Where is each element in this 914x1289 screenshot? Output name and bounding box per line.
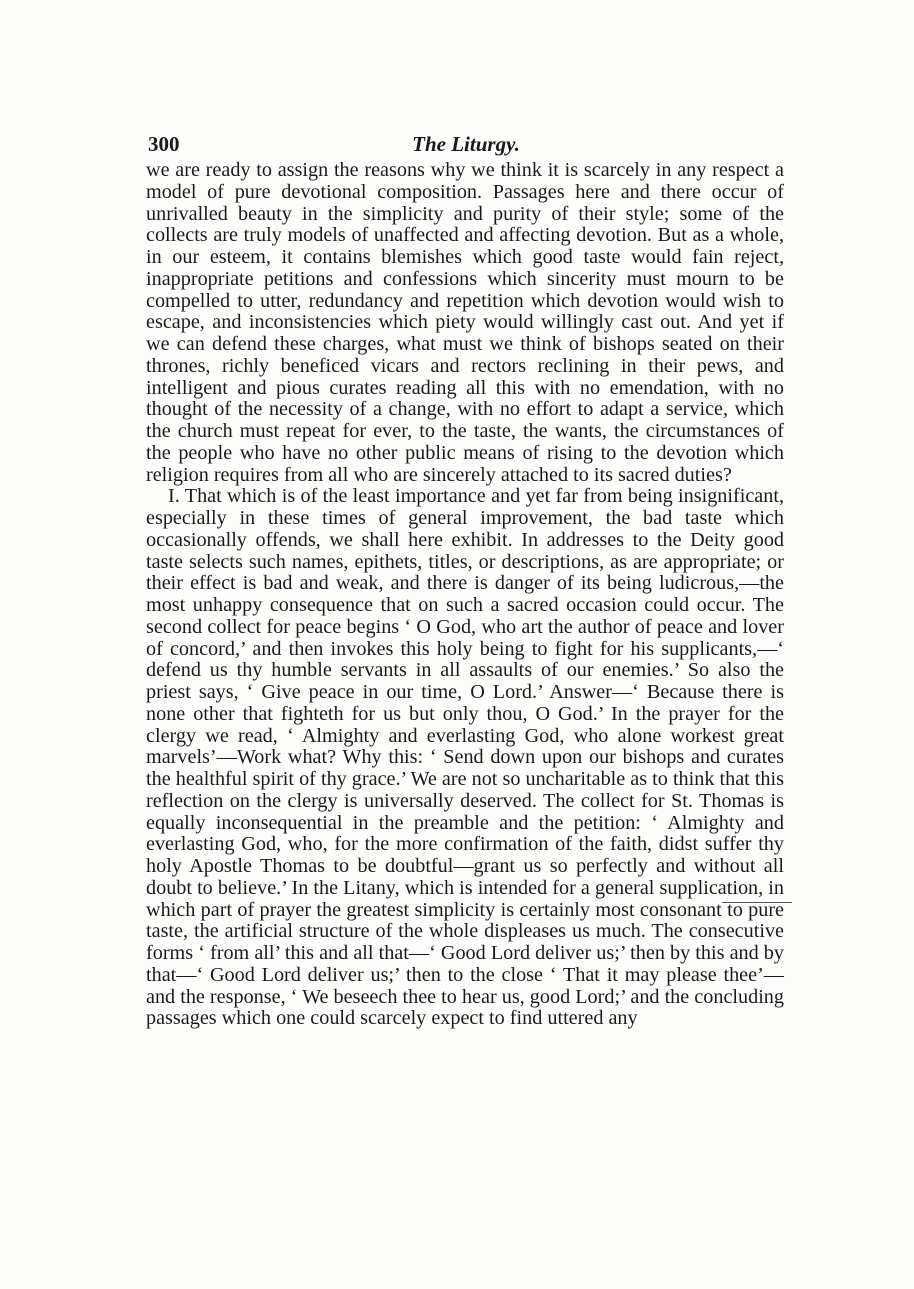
footnote-rule — [722, 902, 792, 903]
page-number: 300 — [148, 132, 180, 156]
running-head — [148, 132, 784, 162]
paragraph-section-one: I. That which is of the least importance and yet far from being insignificant, especially in these times of general improvement, the bad taste which occasionally offends, we shall here exhibit. In addresses to the Deity good taste selects such names, epithets, titles, or descriptions, as are appropriate; or their effect is bad and weak, and there is danger of its being ludicrous,—the most unhappy consequence that on such a sacred occasion could occur. The second collect for peace begins ‘ O God, who art the author of peace and lover of concord,’ and then invokes this holy being to fight for his supplicants,—‘ defend us thy humble servants in all assaults of our enemies.’ So also the priest says, ‘ Give peace in our time, O Lord.’ Answer—‘ Because there is none other that fighteth for us but only thou, O God.’ In the prayer for the clergy we read, ‘ Almighty and everlasting God, who alone workest great marvels’—Work what? Why this: ‘ Send down upon our bishops and curates the healthful spirit of thy grace.’ We are not so uncharitable as to think that this reflection on the clergy is universally deserved. The collect for St. Thomas is equally inconsequential in the preamble and the petition: ‘ Almighty and everlasting God, who, for the more confirmation of the faith, didst suffer thy holy Apostle Thomas to be doubtful—grant us so perfectly and without all doubt to believe.’ In the Litany, which is intended for a general supplication, in which part of prayer the greatest simplicity is certainly most consonant to pure taste, the artificial structure of the whole displeases us much. The consecutive forms ‘ from all’ this and all that—‘ Good Lord deliver us;’ then by this and by that—‘ Good Lord deliver us;’ then to the close ‘ That it may please thee’—and the response, ‘ We beseech thee to hear us, good Lord;’ and the concluding passages which one could scarcely expect to find uttered any — [146, 485, 784, 1030]
running-title: The Liturgy. — [412, 132, 520, 156]
paragraph-continuation: we are ready to assign the reasons why we think it is scarcely in any respect a model of pure devotional composition. Passages here and there occur of unrivalled beauty in the simplicity and purity of their style; some of the collects are truly models of unaffected and affecting devotion. But as a whole, in our esteem, it contains blemishes which good taste would fain reject, inappropriate petitions and confessions which sincerity must mourn to be compelled to utter, redundancy and repetition which devotion would wish to escape, and inconsistencies which piety would willingly cast out. And yet if we can defend these charges, what must we think of bishops seated on their thrones, richly beneficed vicars and rectors reclining in their pews, and intelligent and pious curates reading all this with no emendation, with no thought of the necessity of a change, with no effort to adapt a service, which the church must repeat for ever, to the taste, the wants, the circumstances of the people who have no other public means of rising to the devotion which religion requires from all who are sincerely attached to its sacred duties? — [146, 159, 784, 486]
body-text — [146, 160, 784, 1030]
